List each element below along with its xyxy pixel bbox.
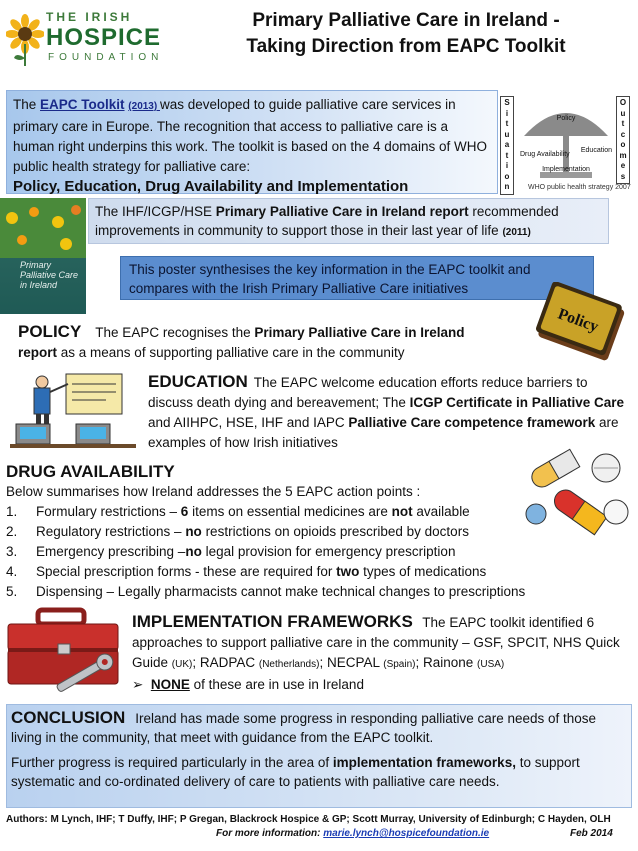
ihf-text-2: recommended improvements in community to support those in their last year of life xyxy=(95,204,559,238)
policy-report-word: report xyxy=(18,345,58,360)
title-line-2: Taking Direction from EAPC Toolkit xyxy=(246,36,566,57)
drug-item-emphasis: 6 xyxy=(180,504,189,519)
hospice-logo xyxy=(6,6,176,68)
ihf-year: (2011) xyxy=(502,227,531,238)
drug-heading: DRUG AVAILABILITY xyxy=(6,462,175,481)
authors-line: Authors: M Lynch, IHF; T Duffy, IHF; P Gregan, Blackrock Hospice & GP; Scott Murray, University of Edinburgh; C Hayden, OLH xyxy=(6,814,611,825)
drug-item-fragment: available xyxy=(412,504,470,519)
who-strategy-diagram xyxy=(498,96,632,196)
impl-text-2: ; RADPAC xyxy=(192,655,259,670)
drug-availability-section xyxy=(6,462,616,602)
drug-item-fragment: items on essential medicines are xyxy=(188,504,392,519)
situation-letters: S i t u a t i o n xyxy=(500,96,514,195)
report-cover-image xyxy=(0,198,86,314)
drug-item-fragment: legal provision for emergency prescription xyxy=(201,544,456,559)
toolkit-text-2: was developed to guide palliative care services in primary care in Europe. The recognition that access to palliative care is a human right underpins this work. The toolkit is based on the 4 domains of WHO public health strategy for palliative care: xyxy=(13,97,487,174)
drug-item-number: 3. xyxy=(6,544,18,559)
toolbox-illustration xyxy=(4,604,124,692)
arrow-bullet-icon: ➢ xyxy=(132,677,144,692)
education-label: Education xyxy=(580,147,612,154)
conclusion-bold: implementation frameworks, xyxy=(332,755,516,770)
poster-summary-text: This poster synthesises the key information in the EAPC toolkit and compares with the Irish Primary Palliative Care initiatives xyxy=(129,262,531,296)
drug-intro: Below summarises how Ireland addresses the 5 EAPC action points : xyxy=(6,484,421,499)
drug-item-emphasis: two xyxy=(336,564,360,579)
classroom-illustration xyxy=(6,370,140,450)
education-heading: EDUCATION xyxy=(148,372,248,391)
flower-field-graphic xyxy=(0,198,86,258)
implementation-label: Implementation xyxy=(542,166,590,173)
toolkit-domains: Policy, Education, Drug Availability and Implementation xyxy=(13,178,409,195)
policy-book-label: Policy xyxy=(555,305,601,336)
drug-item-text xyxy=(36,522,469,542)
toolkit-box xyxy=(6,90,498,194)
drug-item-number: 2. xyxy=(6,524,18,539)
drug-item-text xyxy=(36,502,470,522)
drug-item-fragment: Dispensing – Legally pharmacists cannot make technical changes to prescriptions xyxy=(36,584,526,599)
ihf-report-name: Primary Palliative Care in Ireland report xyxy=(215,204,469,219)
drug-item-text xyxy=(36,542,455,562)
policy-report-name: Primary Palliative Care in Ireland xyxy=(254,325,465,340)
implementation-section xyxy=(132,612,628,695)
policy-heading: POLICY xyxy=(18,322,82,341)
conclusion-box xyxy=(6,704,632,808)
drug-item-emphasis: not xyxy=(391,504,413,519)
drug-item-fragment: Special prescription forms - these are required for xyxy=(36,564,337,579)
toolkit-text-1: The xyxy=(13,97,41,112)
drug-action-item xyxy=(6,502,616,522)
conclusion-text-3: to support systematic and co-ordinated delivery of care to patients with palliative care needs. xyxy=(11,755,580,789)
drug-item-fragment: Formulary restrictions – xyxy=(36,504,181,519)
implementation-heading: IMPLEMENTATION FRAMEWORKS xyxy=(132,612,413,631)
drug-item-number: 5. xyxy=(6,584,18,599)
education-text-2: and AIIHPC, HSE, IHF and IAPC xyxy=(148,415,349,430)
drug-item-fragment: types of medications xyxy=(359,564,487,579)
impl-none: NONE xyxy=(150,677,190,692)
impl-none-line xyxy=(132,675,628,695)
education-text-1: The EAPC welcome education efforts reduce barriers to discuss death dying and bereavement; The xyxy=(148,375,588,410)
logo-line-2: HOSPICE xyxy=(46,24,162,51)
poster-summary-box xyxy=(120,256,594,300)
impl-text-4: ; Rainone xyxy=(415,655,478,670)
drug-item-text xyxy=(36,582,525,602)
drug-item-fragment: Regulatory restrictions – xyxy=(36,524,186,539)
sunflower-icon xyxy=(6,14,44,66)
policy-section xyxy=(18,322,558,363)
logo-line-3: FOUNDATION xyxy=(48,52,164,63)
drug-action-item xyxy=(6,522,616,542)
conclusion-text-2: Further progress is required particularly in the area of xyxy=(11,755,333,770)
conclusion-text-1: Ireland has made some progress in responding palliative care needs of those living in the community, that meet with guidance from the EAPC toolkit. xyxy=(11,711,597,745)
drug-item-fragment: restrictions on opioids prescribed by doctors xyxy=(201,524,469,539)
impl-uk: (UK) xyxy=(171,659,193,670)
page-title xyxy=(180,8,632,60)
who-caption: WHO public health strategy 2007 xyxy=(528,184,631,191)
ihf-text-1: The IHF/ICGP/HSE xyxy=(95,204,216,219)
outcomes-letters: O u t c o m e s xyxy=(616,96,630,184)
contact-email-link[interactable]: marie.lynch@hospicefoundation.ie xyxy=(323,828,490,839)
policy-text-2: as a means of supporting palliative care in the community xyxy=(57,345,405,360)
poster-date: Feb 2014 xyxy=(570,828,613,839)
drug-action-item xyxy=(6,582,616,602)
logo-line-1: THE IRISH xyxy=(46,10,133,24)
drug-label: Drug Availability xyxy=(520,151,570,158)
drug-item-emphasis: no xyxy=(185,544,202,559)
impl-text-1: The EAPC toolkit identified 6 approaches to support palliative care in the community – GSF, SPCIT, NHS Quick Guide xyxy=(132,615,620,670)
drug-action-list xyxy=(6,502,616,602)
ihf-report-box xyxy=(88,198,609,244)
contact-label: For more information: xyxy=(216,828,324,839)
impl-text-5: of these are in use in Ireland xyxy=(189,677,364,692)
toolkit-year: (2013) xyxy=(128,101,160,112)
education-competence-framework: Palliative Care competence framework xyxy=(348,415,596,430)
who-umbrella-graphic xyxy=(518,96,614,182)
eapc-toolkit-link[interactable]: EAPC Toolkit xyxy=(40,97,125,112)
drug-item-emphasis: no xyxy=(185,524,202,539)
drug-item-number: 4. xyxy=(6,564,18,579)
impl-nl: (Netherlands) xyxy=(258,659,320,670)
drug-action-item xyxy=(6,562,616,582)
impl-us: (USA) xyxy=(477,659,505,670)
drug-action-item xyxy=(6,542,616,562)
impl-text-3: ; NECPAL xyxy=(319,655,384,670)
policy-text-1: The EAPC recognises the xyxy=(95,325,255,340)
contact-line xyxy=(216,828,616,839)
education-text-3: are examples of how Irish initiatives xyxy=(148,415,619,450)
impl-es: (Spain) xyxy=(383,659,416,670)
book-title: Primary Palliative Care in Ireland xyxy=(20,260,79,290)
conclusion-heading: CONCLUSION xyxy=(11,708,126,727)
drug-item-number: 1. xyxy=(6,504,18,519)
drug-item-text xyxy=(36,562,486,582)
drug-item-fragment: Emergency prescribing – xyxy=(36,544,186,559)
education-icgp-cert: ICGP Certificate in Palliative Care xyxy=(409,395,625,410)
title-line-1: Primary Palliative Care in Ireland - xyxy=(252,10,560,31)
policy-label: Policy xyxy=(556,115,576,122)
